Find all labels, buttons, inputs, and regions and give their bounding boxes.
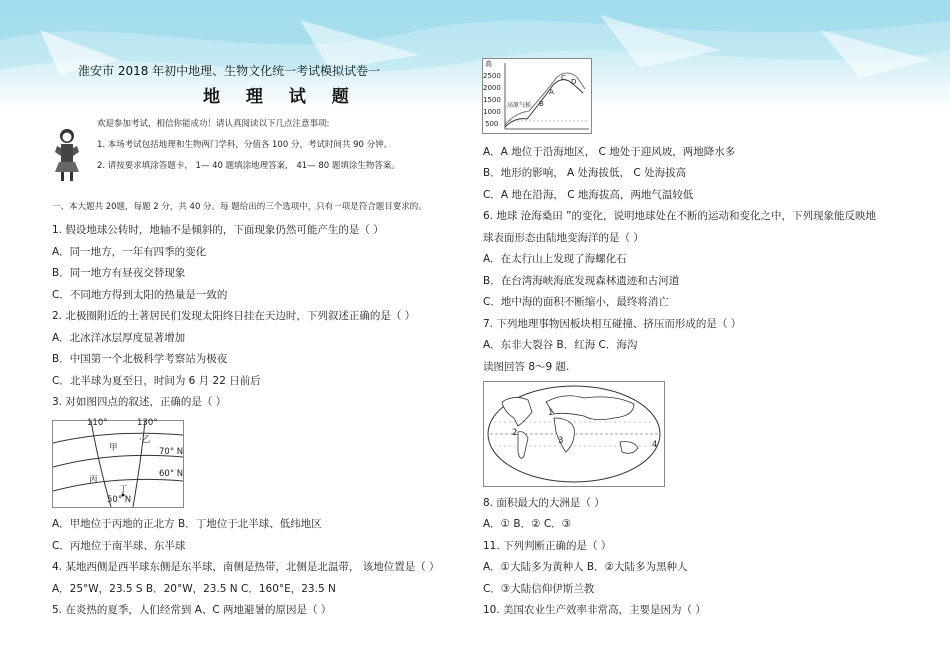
option-text: A．25°W，23.5 S B．20°W，23.5 N C．160°E，23.5 N <box>52 583 336 595</box>
option-text: C．地中海的面积不断缩小，最终将消亡 <box>483 296 669 308</box>
option-text: C．A 地在沿海， C 地海拔高，两地气温较低 <box>483 189 694 201</box>
intro-line: 2. 请按要求填涂答题卡， 1— 40 题填涂地理答案， 41— 80 题填涂生物答案。 <box>97 161 400 171</box>
option-text: A．北冰洋冰层厚度显著增加 <box>52 332 186 344</box>
continent-number: 3 <box>558 436 564 446</box>
axis-tick: 1500 <box>483 96 501 104</box>
option-text: C．不同地方得到太阳的热量是一致的 <box>52 289 228 301</box>
page-title: 地 理 试 题 <box>203 87 359 107</box>
option-text: A．同一地方，一年有四季的变化 <box>52 246 207 258</box>
latitude-label: 50° N <box>107 495 132 505</box>
latitude-label: 70° N <box>159 447 184 457</box>
option-text: A．A 地位于沿海地区， C 地处于迎风坡，两地降水多 <box>483 146 736 158</box>
option-text: A．①大陆多为黄种人 B．②大陆多为黑种人 <box>483 561 688 573</box>
intro-line: 1. 本场考试包括地理和生物两门学科，分值各 100 分，考试时间共 90 分钟。 <box>97 140 393 150</box>
option-text: B．同一地方有昼夜交替现象 <box>52 267 186 279</box>
point-label: B <box>539 100 544 108</box>
point-label: 甲 <box>109 443 118 453</box>
axis-tick: 500 <box>485 120 499 128</box>
student-cartoon-icon <box>49 126 85 184</box>
intro-line: 欢迎参加考试，相信你能成功！请认真阅读以下几点注意事项: <box>97 119 330 129</box>
point-label: ·乙 <box>139 435 151 445</box>
question-text: 11. 下列判断正确的是（ ） <box>483 540 612 552</box>
instruction-text: 读图回答 8～9 题. <box>483 361 570 373</box>
point-label: 丙 <box>89 475 98 485</box>
banner-wave-graphic <box>0 0 950 110</box>
point-label: C <box>561 74 566 82</box>
world-map-figure <box>483 381 665 487</box>
option-text: C．北半球为夏至日，时间为 6 月 22 日前后 <box>52 375 261 387</box>
question-text: 4. 某地西侧是西半球东侧是东半球，南侧是热带，北侧是北温带， 该地位置是（ ） <box>52 561 440 573</box>
option-text: C．③大陆信仰伊斯兰教 <box>483 583 595 595</box>
question-text: 7. 下列地理事物因板块相互碰撞、挤压而形成的是（ ） <box>483 318 742 330</box>
continent-number: 2 <box>512 428 518 438</box>
continent-number: 1 <box>548 408 554 418</box>
header-banner <box>0 0 950 110</box>
point-label: D <box>571 78 577 86</box>
latitude-label: 60° N <box>159 469 184 479</box>
question-text: 2. 北极圈附近的土著居民们发现太阳终日挂在天边时，下列叙述正确的是（ ） <box>52 310 416 322</box>
option-text: C．丙地位于南半球、东半球 <box>52 540 186 552</box>
world-map-graphic <box>484 382 664 486</box>
axis-tick: 2500 <box>483 72 501 80</box>
question-text: 球表面形态由陆地变海洋的是（ ） <box>483 232 644 244</box>
axis-label: 高 <box>485 60 492 68</box>
curve-label: 高原气候 <box>507 102 532 109</box>
option-text: B．地形的影响， A 处海拔低， C 处海拔高 <box>483 167 687 179</box>
option-text: A．东非大裂谷 B．红海 C．海沟 <box>483 339 638 351</box>
point-label: A <box>549 88 554 96</box>
option-text: B．中国第一个北极科学考察站为极夜 <box>52 353 228 365</box>
elevation-profile-figure <box>482 58 592 134</box>
axis-tick: 2000 <box>483 84 501 92</box>
option-text: A．在太行山上发现了海螺化石 <box>483 253 627 265</box>
question-text: 5. 在炎热的夏季，人们经常到 A、C 两地避暑的原因是（ ） <box>52 604 332 616</box>
continent-number: 4 <box>652 440 658 450</box>
question-text: 8. 面积最大的大洲是（ ） <box>483 497 605 509</box>
option-text: B．在台湾海峡海底发现森林遗迹和古河道 <box>483 275 680 287</box>
axis-tick: 1000 <box>483 108 501 116</box>
longitude-label: 130° <box>137 418 158 428</box>
option-text: A．① B．② C．③ <box>483 518 572 530</box>
question-text: 6. 地球 沧海桑田 ”的变化，说明地球处在不断的运动和变化之中，下列现象能反映地 <box>483 210 876 222</box>
option-text: A．甲地位于丙地的正北方 B．丁地位于北半球、低纬地区 <box>52 518 322 530</box>
longitude-label: 110° <box>87 418 108 428</box>
question-text: 10. 美国农业生产效率非常高，主要是因为（ ） <box>483 604 706 616</box>
latitude-map-figure <box>52 420 184 508</box>
question-text: 3. 对如图四点的叙述，正确的是（ ） <box>52 396 227 408</box>
exam-header: 淮安市 2018 年初中地理、生物文化统一考试模拟试卷一 <box>78 64 381 78</box>
section-instruction: 一、本大题共 20题，每题 2 分，共 40 分。每 题给出的三个选项中，只有一项是符合题目要求的。 <box>52 202 427 212</box>
question-text: 1. 假设地球公转时，地轴不是倾斜的，下面现象仍然可能产生的是（ ） <box>52 224 384 236</box>
point-label: 丁 <box>119 485 128 495</box>
